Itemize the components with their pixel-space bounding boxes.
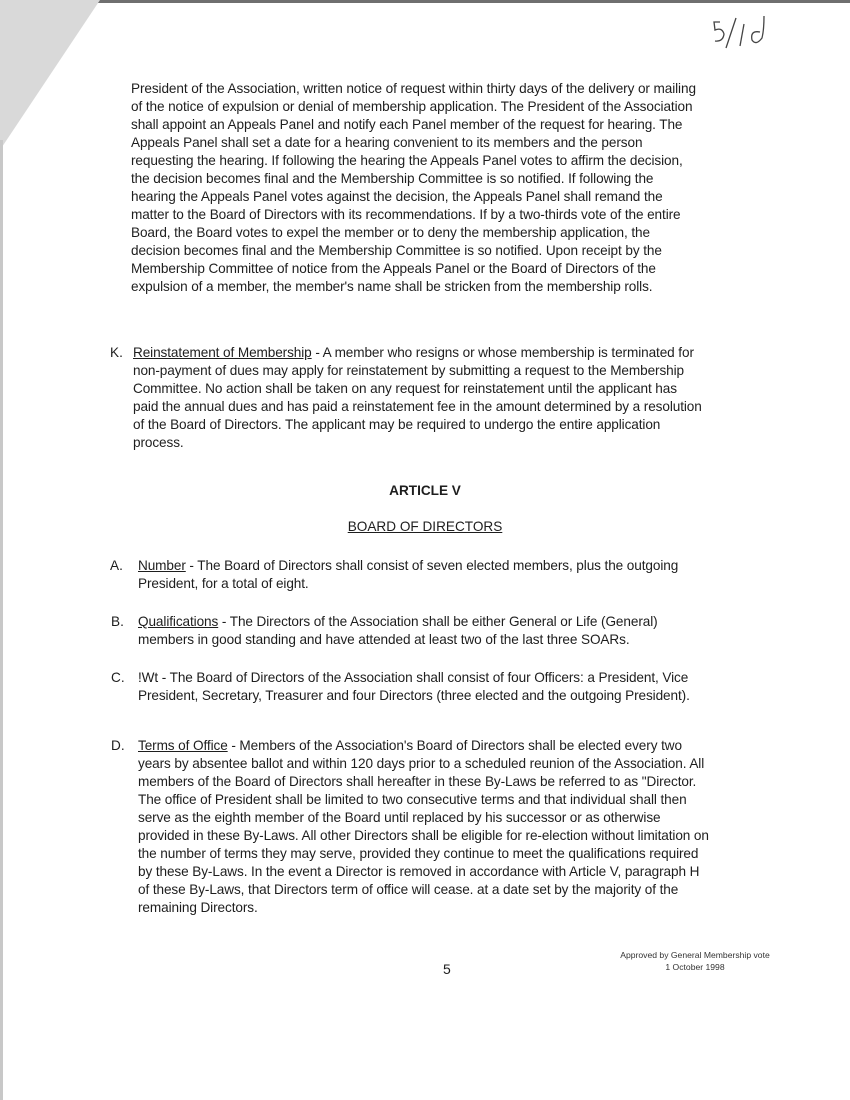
section-title: Reinstatement of Membership — [133, 345, 312, 360]
text-line: President, for a total of eight. — [138, 576, 309, 591]
section-text: - Members of the Association's Board of Directors shall be elected every two — [227, 738, 682, 753]
text-line: remaining Directors. — [138, 900, 258, 915]
scan-left-edge — [0, 140, 3, 1100]
text-line: Board, the Board votes to expel the member or to deny the membership application, the — [131, 225, 650, 240]
section-letter: D. — [111, 738, 125, 753]
approval-note — [600, 949, 790, 973]
text-line: non-payment of dues may apply for reinstatement by submitting a request to the Membership — [133, 363, 684, 378]
text-line: matter to the Board of Directors with its recommendations. If by a two-thirds vote of the entire — [131, 207, 681, 222]
text-line: members of the Board of Directors shall hereafter in these By-Laws be referred to as "Director. — [138, 774, 697, 789]
text-line: of the notice of expulsion or denial of membership application. The President of the Association — [131, 99, 693, 114]
section-letter: K. — [110, 345, 123, 360]
text-line: by these By-Laws. In the event a Director is removed in accordance with Article V, paragraph H — [138, 864, 700, 879]
section-first-line — [138, 557, 678, 574]
text-line: members in good standing and have attended at least two of the last three SOARs. — [138, 632, 630, 647]
section-first-line — [138, 737, 682, 754]
section-letter: A. — [110, 558, 123, 573]
text-line: expulsion of a member, the member's name shall be stricken from the membership rolls. — [131, 279, 653, 294]
article-subheading-text: BOARD OF DIRECTORS — [347, 519, 503, 534]
text-line: of the Board of Directors. The applicant may be required to undergo the entire application — [133, 417, 661, 432]
text-line: shall appoint an Appeals Panel and notify each Panel member of the request for hearing. The — [131, 117, 683, 132]
section-first-line — [138, 613, 658, 630]
text-line: Appeals Panel shall set a date for a hearing convenient to its members and the person — [131, 135, 643, 150]
text-line: the decision becomes final and the Membership Committee is so notified. If following the — [131, 171, 654, 186]
text-line: The office of President shall be limited to two consecutive terms and that individual shall then — [138, 792, 687, 807]
text-line: requesting the hearing. If following the hearing the Appeals Panel votes to affirm the decision, — [131, 153, 683, 168]
scan-top-edge — [0, 0, 850, 3]
article-subheading — [0, 518, 850, 535]
article-heading: ARTICLE V — [389, 483, 461, 498]
approval-line: Approved by General Membership vote — [620, 950, 770, 960]
handwritten-note — [712, 12, 792, 52]
text-line: years by absentee ballot and within 120 days prior to a scheduled reunion of the Association. All — [138, 756, 705, 771]
text-line: Membership Committee of notice from the Appeals Panel or the Board of Directors of the — [131, 261, 656, 276]
section-first-line — [133, 344, 694, 361]
text-line: Committee. No action shall be taken on any request for reinstatement until the applicant has — [133, 381, 677, 396]
section-title: Qualifications — [138, 614, 219, 629]
section-text: - The Board of Directors shall consist of seven elected members, plus the outgoing — [185, 558, 679, 573]
section-title: Terms of Office — [138, 738, 228, 753]
text-line: serve as the eighth member of the Board until replaced by his successor or as otherwise — [138, 810, 661, 825]
text-line: process. — [133, 435, 184, 450]
text-line: hearing the Appeals Panel votes against the decision, the Appeals Panel shall remand the — [131, 189, 663, 204]
section-letter: C. — [111, 670, 125, 685]
text-line: of these By-Laws, that Directors term of office will cease. at a date set by the majority of the — [138, 882, 679, 897]
section-text: - A member who resigns or whose membership is terminated for — [311, 345, 694, 360]
section-text: - The Directors of the Association shall be either General or Life (General) — [218, 614, 658, 629]
text-line: paid the annual dues and has paid a reinstatement fee in the amount determined by a resolution — [133, 399, 702, 414]
approval-date: 1 October 1998 — [665, 962, 725, 972]
section-first-line: !Wt - The Board of Directors of the Association shall consist of four Officers: a President, Vice — [138, 670, 689, 685]
text-line: President of the Association, written notice of request within thirty days of the delivery or mailing — [131, 81, 696, 96]
text-line: President, Secretary, Treasurer and four Directors (three elected and the outgoing President). — [138, 688, 690, 703]
text-line: provided in these By-Laws. All other Directors shall be eligible for re-election without limitation on — [138, 828, 709, 843]
section-title: Number — [138, 558, 186, 573]
text-line: the number of terms they may serve, provided they continue to meet the qualifications required — [138, 846, 699, 861]
text-line: decision becomes final and the Membership Committee is so notified. Upon receipt by the — [131, 243, 662, 258]
section-letter: B. — [111, 614, 124, 629]
folded-corner — [0, 0, 100, 150]
page-number: 5 — [443, 961, 451, 977]
